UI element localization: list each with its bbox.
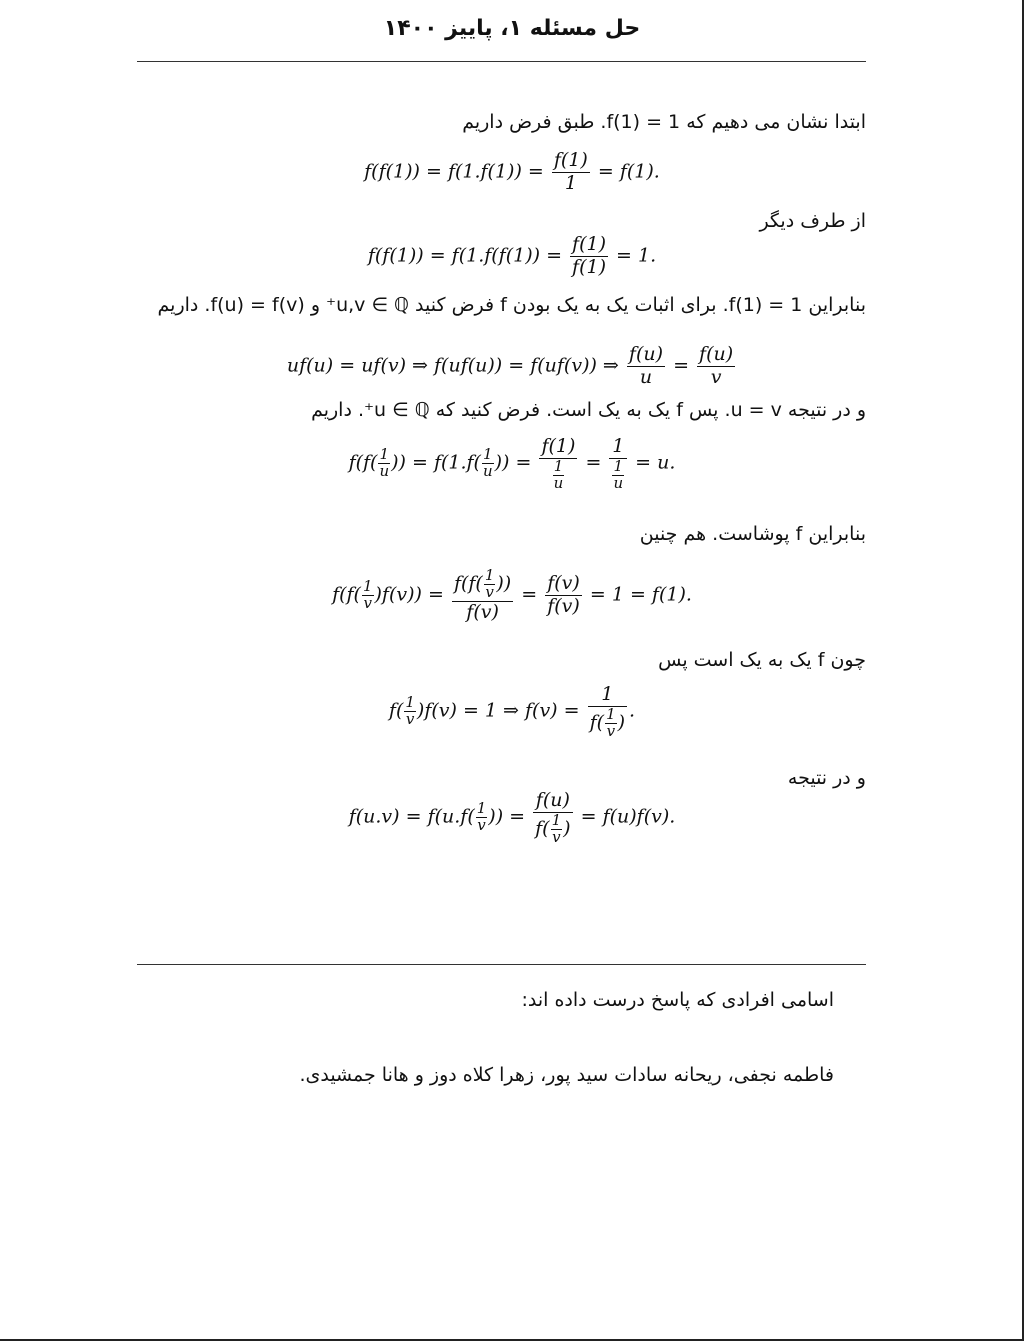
eq6-part-b: )f(v) = 1 ⇒ f(v) = [416, 699, 580, 722]
eq4-f1-den-num: 1 [553, 456, 564, 475]
eq7-f-num: f(u) [533, 790, 572, 813]
eq2-denominator: f(1) [572, 255, 606, 278]
eq5-part-a: f(f( [332, 583, 361, 606]
equation-6 [0, 684, 1024, 739]
eq4-f1-den [539, 456, 577, 492]
eq6-sf-num: 1 [405, 693, 415, 712]
eq5-f1-den: f(v) [466, 600, 499, 623]
eq6-part-a: f( [388, 699, 404, 722]
eq5-f1-num [452, 568, 513, 602]
paragraph-6: چون f یک به یک است پس [658, 649, 866, 671]
eq6-f-num: 1 [588, 684, 627, 707]
eq7-df-den: v [552, 827, 561, 846]
eq3-fraction-1 [627, 344, 665, 389]
eq1-numerator: f(1) [553, 149, 588, 171]
eq7-sf-num: 1 [476, 799, 487, 818]
equation-7 [0, 790, 1024, 845]
eq4-f2-den-fraction [612, 456, 624, 492]
eq5-part-b: )f(v)) = [374, 583, 444, 606]
eq7-sf-den: v [477, 816, 486, 835]
paragraph-5: بنابراین f پوشاست. هم چنین [639, 523, 866, 545]
eq4-sf1-den: u [379, 462, 390, 481]
eq4-part-b: )) = f(1.f( [391, 451, 481, 474]
eq4-part-a: f(f( [348, 451, 378, 474]
paragraph-3: بنابراین f(1) = 1. برای اثبات یک به یک بودن f فرض کنید u,v ∈ ℚ⁺ و f(u) = f(v). داریم [157, 294, 866, 316]
eq5-f1-num-a: f(f( [453, 572, 483, 595]
eq1-fraction [552, 150, 590, 195]
page-title: حل مسئله ۱، پاییز ۱۴۰۰ [383, 16, 641, 41]
eq3-numerator-1: f(u) [628, 343, 664, 365]
eq4-f2-den-den: u [613, 473, 624, 492]
eq5-sf-num: 1 [362, 577, 373, 596]
eq6-f-den [588, 704, 627, 740]
eq6-sf-den: v [405, 710, 415, 729]
eq6-df-den: v [606, 721, 616, 740]
eq7-f-den-b: ) [563, 817, 571, 840]
eq1-rhs: = f(1). [597, 160, 660, 183]
paragraph-2: از طرف دیگر [759, 210, 866, 232]
footer-names: فاطمه نجفی، ریحانه سادات سید پور، زهرا کلاه دوز و هانا جمشیدی. [299, 1064, 834, 1086]
eq1-denominator: 1 [564, 171, 577, 194]
eq7-part-b: )) = [488, 805, 526, 828]
eq5-f2-num: f(v) [547, 572, 580, 595]
paragraph-1: ابتدا نشان می دهیم که f(1) = 1. طبق فرض داریم [462, 111, 866, 133]
eq7-rhs: = f(u)f(v). [580, 805, 676, 828]
eq4-f1-den-den: u [553, 473, 564, 492]
eq7-small-fraction [476, 801, 488, 834]
eq2-numerator: f(1) [572, 233, 606, 255]
eq7-f-den-a: f( [535, 817, 550, 840]
eq3-denominator-2: v [710, 365, 722, 388]
eq4-f2-den-num: 1 [613, 456, 624, 475]
eq1-lhs: f(f(1)) = f(1.f(1)) = [364, 160, 544, 183]
eq4-small-fraction-1 [378, 447, 390, 480]
eq2-fraction [570, 234, 608, 279]
eq3-lhs: uf(u) = uf(v) ⇒ f(uf(u)) = f(uf(v)) ⇒ [286, 354, 619, 377]
eq5-fraction-1 [452, 568, 513, 623]
equation-1 [0, 150, 1024, 195]
eq7-df-num: 1 [551, 810, 562, 829]
eq5-f1-nf-den: v [485, 582, 494, 601]
eq6-f-den-fraction [605, 704, 617, 740]
eq7-fraction [533, 790, 572, 845]
eq4-sf2-den: u [482, 462, 493, 481]
eq4-fraction-1 [539, 436, 577, 491]
eq3-denominator-1: u [639, 365, 653, 388]
eq4-f2-num: 1 [609, 436, 627, 459]
eq4-f2-den [609, 456, 627, 492]
eq5-sf-den: v [363, 594, 372, 613]
eq6-f-den-b: ) [617, 711, 626, 734]
eq6-small-fraction [404, 695, 416, 728]
eq7-part-a: f(u.v) = f(u.f( [348, 805, 475, 828]
eq4-f1-den-fraction [553, 456, 565, 492]
eq5-small-fraction [362, 579, 374, 612]
eq4-sf2-num: 1 [483, 445, 493, 464]
eq5-fraction-2 [545, 573, 582, 618]
eq2-lhs: f(f(1)) = f(1.f(f(1)) = [367, 244, 562, 267]
eq5-f1-num-fraction [484, 568, 496, 601]
eq5-f1-num-b: )) [496, 572, 512, 595]
eq3-equals: = [673, 354, 689, 377]
equation-5 [0, 568, 1024, 623]
eq5-f2-den: f(v) [547, 595, 580, 618]
eq3-fraction-2 [697, 344, 735, 389]
header-rule [137, 61, 866, 62]
eq6-fraction [588, 684, 627, 739]
eq5-rhs: = 1 = f(1). [589, 583, 692, 606]
equation-4 [0, 436, 1024, 491]
paragraph-7: و در نتیجه [787, 767, 866, 789]
eq4-equals: = [585, 451, 602, 474]
eq5-equals: = [521, 583, 538, 606]
eq6-end: . [629, 699, 636, 722]
eq4-small-fraction-2 [482, 447, 494, 480]
eq2-rhs: = 1. [616, 244, 657, 267]
eq4-fraction-2 [609, 436, 627, 491]
eq6-f-den-a: f( [589, 711, 605, 734]
eq4-sf1-num: 1 [379, 445, 390, 464]
footer-rule [137, 964, 866, 965]
footer-label: اسامی افرادی که پاسخ درست داده اند: [521, 989, 834, 1011]
eq7-f-den [533, 810, 572, 846]
eq4-f1-num: f(1) [541, 435, 576, 457]
eq3-numerator-2: f(u) [699, 343, 734, 365]
equation-3 [0, 344, 1024, 389]
eq7-f-den-fraction [551, 810, 563, 846]
paragraph-4: و در نتیجه u = v. پس f یک به یک است. فرض کنید که u ∈ ℚ⁺. داریم [311, 399, 866, 421]
eq4-rhs: = u. [635, 451, 676, 474]
equation-2 [0, 234, 1024, 279]
eq4-part-c: )) = [494, 451, 532, 474]
eq5-f1-nf-num: 1 [484, 566, 495, 584]
eq6-df-num: 1 [606, 704, 616, 723]
